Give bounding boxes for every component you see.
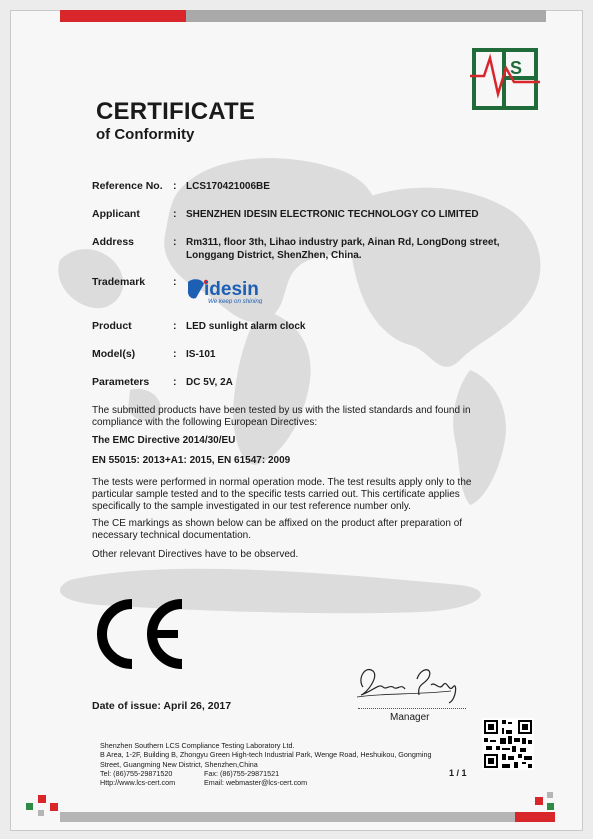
model-colon: : [173,348,177,360]
svg-text:idesin: idesin [204,279,259,300]
bottom-red-stripe [515,812,555,822]
address-colon: : [173,236,177,248]
standards-line: EN 55015: 2013+A1: 2015, EN 61547: 2009 [92,455,291,466]
signer-title: Manager [390,712,430,723]
directive-line: The EMC Directive 2014/30/EU [92,435,236,446]
reference-value: LCS170421006BE [186,181,270,192]
svg-text:We keep on shining: We keep on shining [208,298,263,304]
signature-line [358,708,466,709]
idesin-logo-icon [186,276,278,304]
footer-fax: Fax: (86)755-29871521 [204,768,280,778]
other-directives-text: Other relevant Directives have to be observed. [92,549,299,560]
address-line-1: Rm311, floor 3th, Lihao industry park, Ainan Rd, LongDong street, [186,237,500,248]
date-of-issue: Date of issue: April 26, 2017 [92,700,232,712]
certificate-title: CERTIFICATE [96,98,256,125]
applicant-value: SHENZHEN IDESIN ELECTRONIC TECHNOLOGY CO LIMITED [186,209,479,220]
corner-square-red [38,795,46,803]
tests-paragraph: The tests were performed in normal operation mode. The test results apply only to the particular sample tested and to the specific tests carried out. This certificate applies specifically to the sample investigated in our test reference number only. [92,477,472,512]
reference-colon: : [173,180,177,192]
product-value: LED sunlight alarm clock [186,321,306,332]
trademark-label: Trademark [92,276,146,288]
footer-website-link[interactable]: Http://www.lcs-cert.com [100,778,176,788]
applicant-colon: : [173,208,177,220]
footer-address: Shenzhen Southern LCS Compliance Testing Laboratory Ltd. B Area, 1-2F, Building B, Zhongyu Green High-tech Industrial Park, Wenge Road, Heshuikou, Gongming Street, Guangming New District, Shenzhen,China Tel: (86)755-29871520 Fax: (86)755-29871521 Http://www.lcs-cert.com Email: webmaster@lcs-cert.com [100,741,432,788]
qr-code-icon[interactable] [482,718,534,770]
corner-square-red [535,797,543,805]
top-grey-stripe [186,10,546,22]
top-red-stripe [60,10,186,22]
parameters-label: Parameters [92,376,150,388]
manager-signature [353,657,463,707]
reference-label: Reference No. [92,180,163,192]
product-colon: : [173,320,177,332]
address-value [186,236,506,262]
corner-square-green [26,803,33,810]
address-label: Address [92,236,135,248]
certificate-subtitle: of Conformity [96,126,195,143]
trademark-colon: : [173,276,177,288]
svg-text:S: S [510,58,523,78]
product-label: Product [92,320,132,332]
ce-marking-paragraph: The CE markings as shown below can be affixed on the product after preparation of necessary technical documentation. [92,518,463,541]
applicant-label: Applicant [92,208,140,220]
bottom-grey-stripe [60,812,515,822]
corner-square-red [50,803,58,811]
parameters-colon: : [173,376,177,388]
model-value: IS-101 [186,349,216,360]
page-number: 1 / 1 [449,768,467,778]
footer-email-link[interactable]: Email: webmaster@lcs-cert.com [204,778,308,788]
lcs-logo-icon [470,48,540,110]
footer-tel: Tel: (86)755-29871520 [100,768,173,778]
corner-square-grey [547,792,553,798]
corner-square-green [547,803,554,810]
ce-mark-icon [90,598,190,670]
parameters-value: DC 5V, 2A [186,377,233,388]
address-line-2: Longgang District, ShenZhen, China. [186,250,362,261]
tested-paragraph: The submitted products have been tested by us with the listed standards and found in compliance with the following European Directives: [92,405,471,428]
corner-square-grey [38,810,44,816]
model-label: Model(s) [92,348,136,360]
